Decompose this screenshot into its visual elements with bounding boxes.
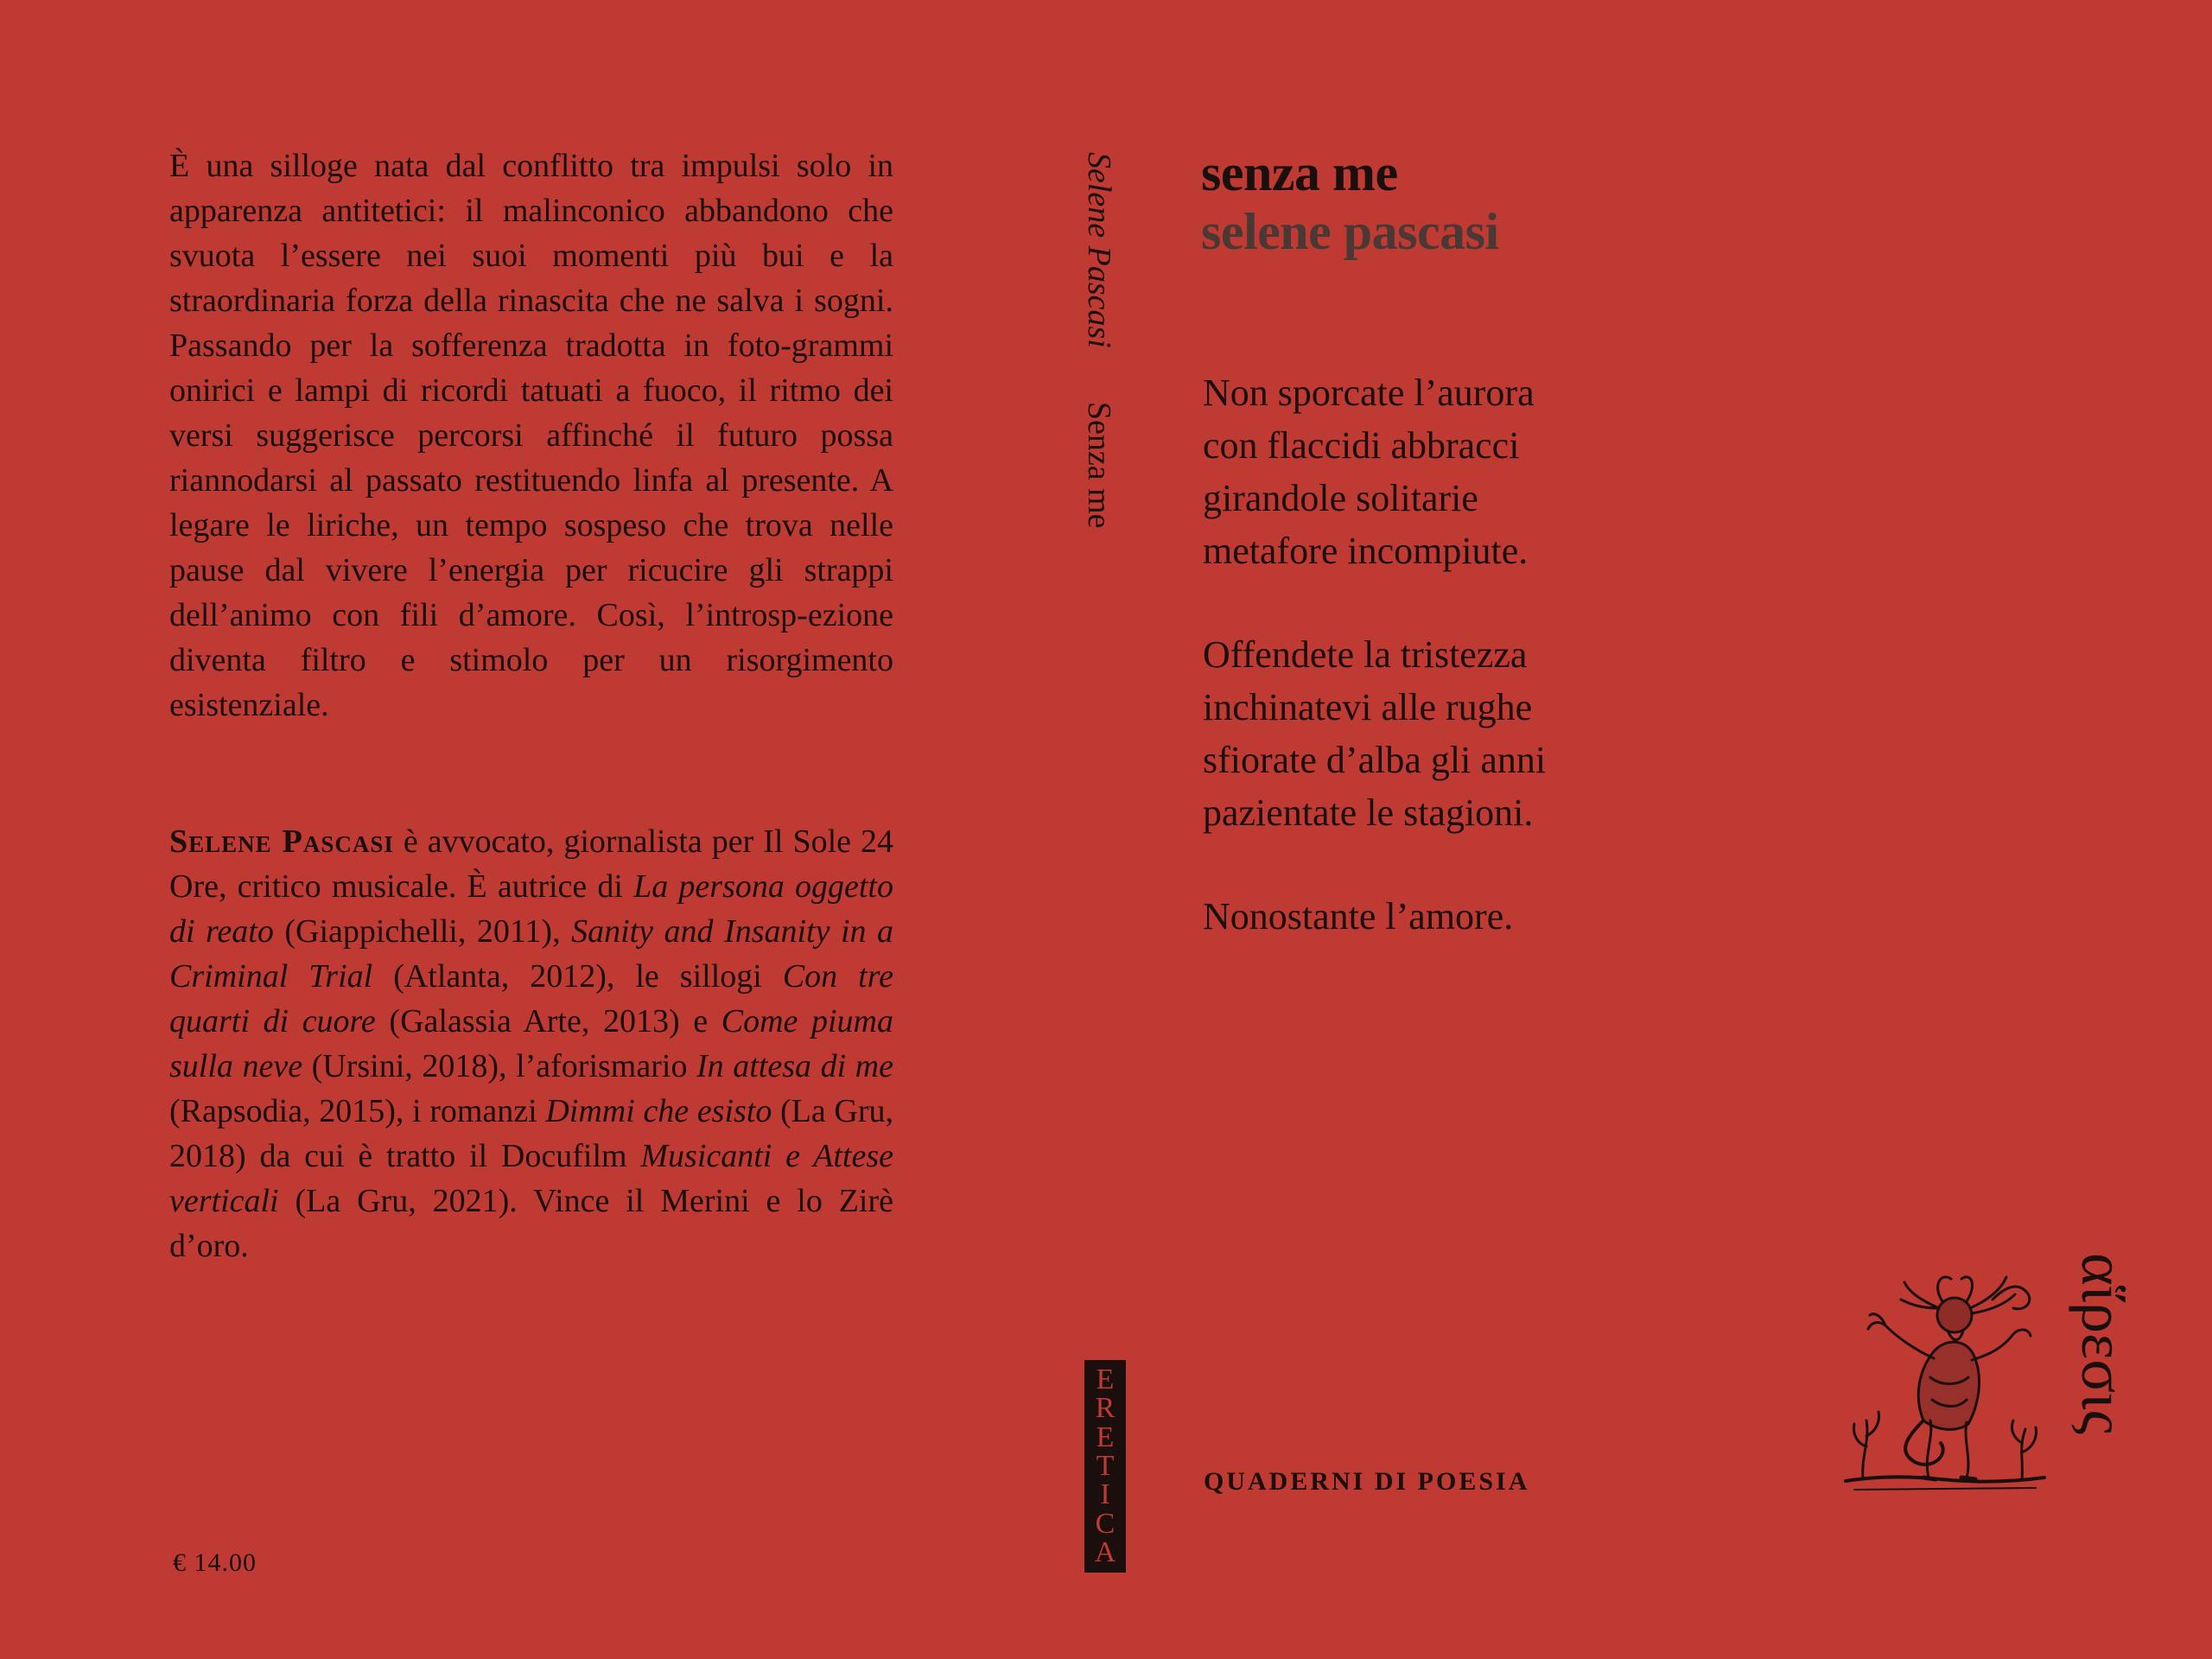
poem-line: Nonostante l’amore. (1203, 895, 1514, 938)
publisher-letter: A (1094, 1536, 1116, 1569)
publisher-letter: E (1096, 1363, 1115, 1395)
series-label: QUADERNI DI POESIA (1204, 1467, 1530, 1496)
bio-text: (Ursini, 2018), l’aforismario (302, 1048, 697, 1084)
poem-line: inchinatevi alle rughe (1203, 686, 1533, 728)
poem-line: girandole solitarie (1203, 477, 1478, 519)
publisher-wordmark: αἵρεσις (2069, 1253, 2138, 1434)
bio-text: (Giappichelli, 2011), (273, 913, 572, 950)
publisher-letter: T (1096, 1449, 1115, 1482)
bio-work-title: Musicanti e Attese verticali (169, 1138, 893, 1219)
poem-line: sfiorate d’alba gli anni (1203, 739, 1547, 781)
bio-text: (La Gru, 2018) da cui è tratto il Docufilm (169, 1093, 893, 1174)
poem-line: metafore incompiute. (1203, 530, 1529, 572)
bio-work-title: Come piuma sulla neve (169, 1003, 894, 1084)
poem-line: con flaccidi abbracci (1203, 424, 1520, 467)
publisher-letter: R (1095, 1392, 1116, 1425)
spine-title: Senza me (1081, 401, 1117, 529)
poem-stanza (1203, 366, 1546, 577)
poem-stanza (1203, 890, 1546, 943)
publisher-letter: C (1095, 1507, 1116, 1540)
cover-poem (1203, 366, 1546, 943)
poem-line: Offendete la tristezza (1203, 633, 1528, 676)
bio-text: (Galassia Arte, 2013) e (375, 1003, 721, 1039)
publisher-letter: I (1100, 1478, 1110, 1511)
author-bio (169, 819, 893, 1268)
publisher-letter: E (1096, 1421, 1115, 1453)
bio-work-title: Con tre quarti di cuore (169, 958, 893, 1039)
poem-line: Non sporcate l’aurora (1203, 372, 1535, 414)
bio-work-title: Dimmi che esisto (545, 1093, 772, 1129)
spine-text (1080, 152, 1118, 529)
bio-text: è avvocato, giornalista per Il Sole 24 Ore, critico musicale. È autrice di (169, 823, 894, 905)
bio-author-name: Selene Pascasi (169, 823, 394, 860)
book-author: selene pascasi (1201, 203, 1499, 260)
satyr-woodcut-emblem (1837, 1248, 2053, 1503)
spine-author: Selene Pascasi (1081, 152, 1117, 348)
bio-text: (La Gru, 2021). Vince il Merini e lo Zirè d’oro. (169, 1183, 893, 1264)
price-label: € 14.00 (173, 1548, 257, 1577)
bio-text: (Rapsodia, 2015), i romanzi (169, 1093, 546, 1129)
bio-work-title: In attesa di me (696, 1048, 893, 1084)
poem-stanza (1203, 628, 1546, 839)
bio-work-title: La persona oggetto di reato (169, 868, 893, 950)
bio-text: (Atlanta, 2012), le sillogi (372, 958, 783, 995)
publisher-logo-eretica (1084, 1360, 1126, 1573)
bio-work-title: Sanity and Insanity in a Criminal Trial (169, 913, 894, 995)
poem-line: pazientate le stagioni. (1203, 791, 1534, 834)
back-cover-blurb: È una silloge nata dal conflitto tra impulsi solo in apparenza antitetici: il malinconico abbandono che svuota l’essere nei suoi momenti più bui e la straordinaria forza della rinascita che ne salva i sogni. Passando per la sofferenza tradotta in foto-grammi onirici e lampi di ricordi tatuati a fuoco, il ritmo dei versi suggerisce percorsi affinché il futuro possa riannodarsi al passato restituendo linfa al presente. A legare le liriche, un tempo sospeso che trova nelle pause dal vivere l’energia per ricucire gli strappi dell’animo con fili d’amore. Così, l’introsp-ezione diventa filtro e stimolo per un risorgimento esistenziale. (169, 148, 893, 723)
book-title: senza me (1201, 144, 1398, 201)
